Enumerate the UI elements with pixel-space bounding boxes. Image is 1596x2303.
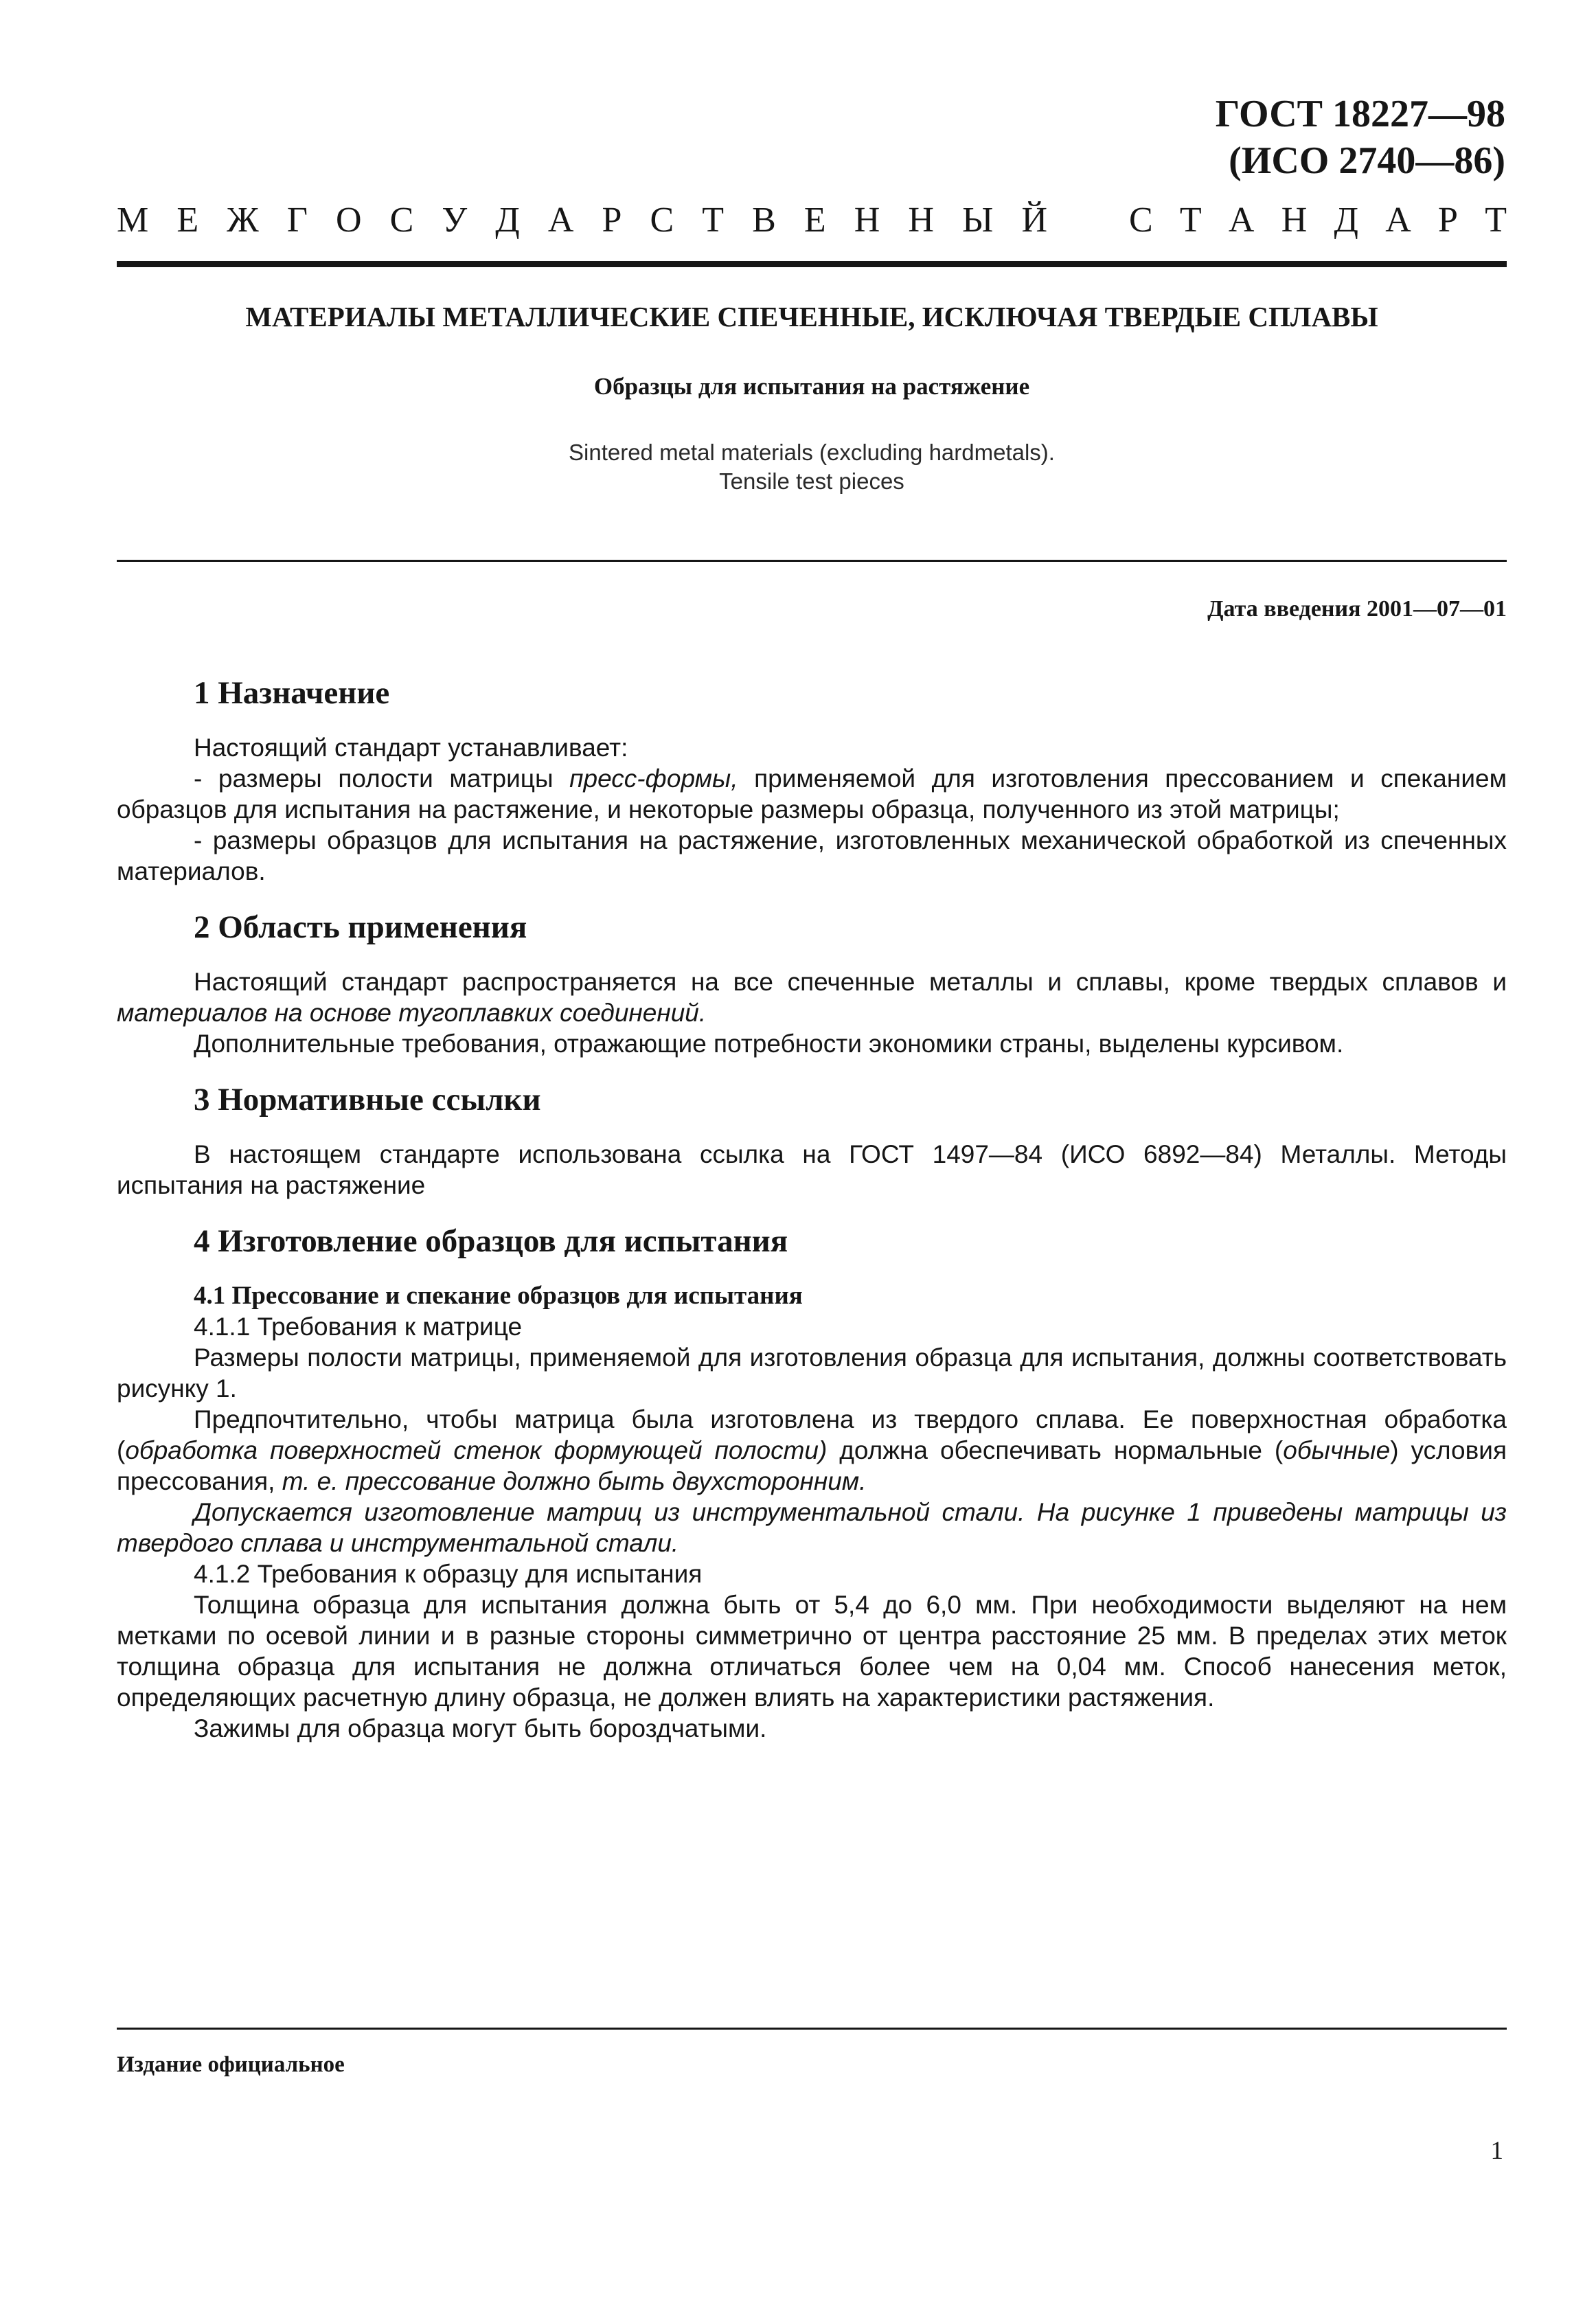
banner-letter: Г [286,201,308,240]
banner-letter: А [1228,201,1255,240]
english-title-line-1: Sintered metal materials (excluding hardmetals). [569,440,1055,465]
header-thick-rule [117,261,1507,267]
banner-letter: Р [1438,201,1458,240]
banner-letter: Т [702,201,725,240]
banner-letter: С [389,201,414,240]
document-subtitle: Образцы для испытания на растяжение [593,373,1030,400]
section-4-paragraph-2 [117,1404,1507,1497]
text-run: применяемой для изготовления прессованием и спеканием образцов для испытания на растяжение, и некоторые размеры образца, полученного из этой матрицы; [117,764,1507,824]
english-title [117,438,1507,496]
title-divider [117,560,1507,562]
banner-letter: А [1385,201,1411,240]
banner-letter: С [650,201,674,240]
banner-letter: Е [803,201,826,240]
gost-code-line-2: (ИСО 2740—86) [1229,139,1505,182]
banner-letter: Н [908,201,934,240]
footer-rule [117,2028,1507,2030]
section-1-paragraph-1: Настоящий стандарт устанавливает: [194,734,628,762]
official-edition-label: Издание официальное [117,2052,345,2077]
section-4-paragraph-1: Размеры полости матрицы, применяемой для изготовления образца для испытания, должны соответствовать рисунку 1. [117,1343,1507,1403]
text-run: - размеры полости матрицы [194,764,570,793]
section-1-paragraph-3: - размеры образцов для испытания на растяжение, изготовленных механической обработкой из спеченных материалов. [117,826,1507,885]
introduction-date: Дата введения 2001—07—01 [1207,596,1507,622]
banner-letter: Й [1021,201,1047,240]
italic-text-run: обработка поверхностей стенок формующей полости) [125,1436,828,1464]
banner-letter: Т [1179,201,1202,240]
section-1-paragraph-2 [117,763,1507,825]
italic-text-run: пресс-формы, [569,764,738,793]
banner-letter: Р [602,201,622,240]
gost-code [1093,91,1505,184]
section-4-paragraph-3: Допускается изготовление матриц из инструментальной стали. На рисунке 1 приведены матрицы из твердого сплава и инструментальной стали. [117,1498,1507,1557]
section-2-heading: 2 Область применения [194,909,527,945]
section-4-paragraph-4: Толщина образца для испытания должна быть от 5,4 до 6,0 мм. При необходимости выделяют на нем метками по осевой линии и в разные стороны симметрично от центра расстояние 25 мм. В пределах этих меток толщина образца для испытания не должна отличаться более чем на 0,04 мм. Способ нанесения меток, определяющих расчетную длину образца, не должен влиять на характеристики растяжения. [117,1591,1507,1712]
section-3-paragraph-1: В настоящем стандарте использована ссылка на ГОСТ 1497—84 (ИСО 6892—84) Металлы. Методы испытания на растяжение [117,1140,1507,1199]
text-run: Настоящий стандарт распространяется на все спеченные металлы и сплавы, кроме твердых сплавов и [194,968,1507,996]
text-run: должна обеспечивать нормальные ( [827,1436,1284,1464]
page-number: 1 [1490,2137,1503,2165]
banner-letter: О [335,201,362,240]
text-run: Предпочтительно, чтобы матрица была изготовлена из твердого сплава. Ее поверхностная обработка ( [117,1405,1507,1464]
banner-letter: Т [1485,201,1507,240]
banner-letter: М [117,201,149,240]
item-4-1-2-heading: 4.1.2 Требования к образцу для испытания [194,1560,703,1588]
banner-letter: Ж [227,201,259,240]
item-4-1-1-heading: 4.1.1 Требования к матрице [194,1313,523,1341]
subsection-4-1-heading: 4.1 Прессование и спекание образцов для испытания [194,1282,803,1310]
text-run: ) условия прессования, [117,1436,1507,1495]
italic-text-run: обычные [1283,1436,1391,1464]
section-3-heading: 3 Нормативные ссылки [194,1082,541,1118]
interstate-standard-banner [117,199,1507,242]
banner-letter: У [442,201,468,240]
document-body [117,673,1507,1744]
section-2-paragraph-1 [117,966,1507,1028]
banner-letter: А [547,201,574,240]
english-title-line-2: Tensile test pieces [719,468,904,494]
document-title: МАТЕРИАЛЫ МЕТАЛЛИЧЕСКИЕ СПЕЧЕННЫЕ, ИСКЛЮЧАЯ ТВЕРДЫЕ СПЛАВЫ [245,301,1378,332]
section-1-heading: 1 Назначение [194,675,390,711]
banner-letter: С [1129,201,1153,240]
italic-text-run: материалов на основе тугоплавких соединений. [117,999,707,1027]
banner-letter: Д [1334,201,1358,240]
interstate-word [117,199,1047,242]
section-4-heading: 4 Изготовление образцов для испытания [194,1223,788,1259]
banner-letter: В [752,201,776,240]
banner-letter: Н [854,201,880,240]
banner-letter: Е [176,201,199,240]
italic-text-run: т. е. прессование должно быть двухсторонним. [282,1467,867,1495]
gost-code-line-1: ГОСТ 18227—98 [1215,93,1505,135]
banner-letter: Н [1281,201,1308,240]
section-4-paragraph-5: Зажимы для образца могут быть бороздчатыми. [194,1714,767,1743]
banner-letter: Д [495,201,520,240]
standard-word [1129,199,1507,242]
banner-letter: Ы [962,201,994,240]
section-2-paragraph-2: Дополнительные требования, отражающие потребности экономики страны, выделены курсивом. [194,1030,1344,1058]
